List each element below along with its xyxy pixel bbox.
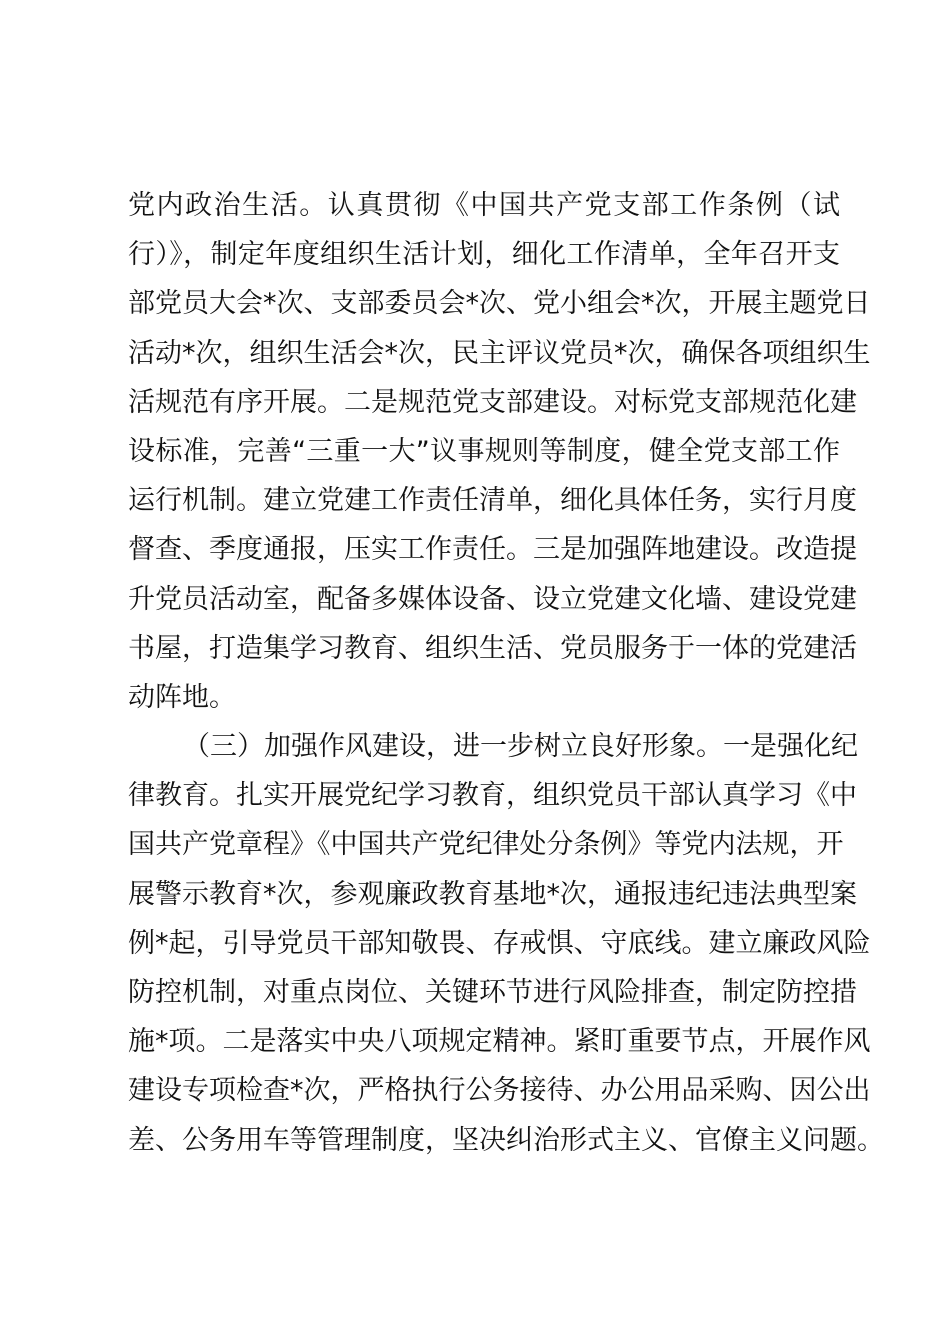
text-line: 例*起，引导党员干部知敬畏、存戒惧、守底线。建立廉政风险 — [128, 927, 871, 959]
text-line: 活动*次，组织生活会*次，民主评议党员*次，确保各项组织生 — [128, 337, 871, 369]
text-line: 律教育。扎实开展党纪学习教育，组织党员干部认真学习《中 — [128, 780, 857, 812]
text-line: 设标准，完善“三重一大”议事规则等制度，健全党支部工作 — [128, 435, 840, 467]
text-line: 部党员大会*次、支部委员会*次、党小组会*次，开展主题党日 — [128, 288, 871, 320]
text-line: 督查、季度通报，压实工作责任。三是加强阵地建设。改造提 — [128, 534, 857, 566]
section-heading-line: （三）加强作风建设，进一步树立良好形象。一是强化纪 — [183, 731, 858, 763]
paragraph-end-line: 动阵地。 — [128, 681, 236, 713]
text-line: 运行机制。建立党建工作责任清单，细化具体任务，实行月度 — [128, 485, 857, 517]
text-line: 国共产党章程》《中国共产党纪律处分条例》等党内法规，开 — [128, 829, 844, 861]
text-line: 书屋，打造集学习教育、组织生活、党员服务于一体的党建活 — [128, 632, 857, 664]
text-line: 升党员活动室，配备多媒体设备、设立党建文化墙、建设党建 — [128, 583, 857, 615]
text-line: 施*项。二是落实中央八项规定精神。紧盯重要节点，开展作风 — [128, 1026, 871, 1058]
text-line: 展警示教育*次，参观廉政教育基地*次，通报违纪违法典型案 — [128, 878, 857, 910]
text-line: 建设专项检查*次，严格执行公务接待、办公用品采购、因公出 — [128, 1075, 871, 1107]
text-line: 防控机制，对重点岗位、关键环节进行风险排查，制定防控措 — [128, 977, 857, 1008]
text-line: 行）》，制定年度组织生活计划，细化工作清单，全年召开支 — [128, 239, 840, 271]
text-line: 党内政治生活。认真贯彻《中国共产党支部工作条例（试 — [128, 190, 840, 221]
body-text — [128, 181, 884, 1165]
text-line: 活规范有序开展。二是规范党支部建设。对标党支部规范化建 — [128, 386, 857, 418]
text-line: 差、公务用车等管理制度，坚决纠治形式主义、官僚主义问题。 — [128, 1124, 884, 1156]
